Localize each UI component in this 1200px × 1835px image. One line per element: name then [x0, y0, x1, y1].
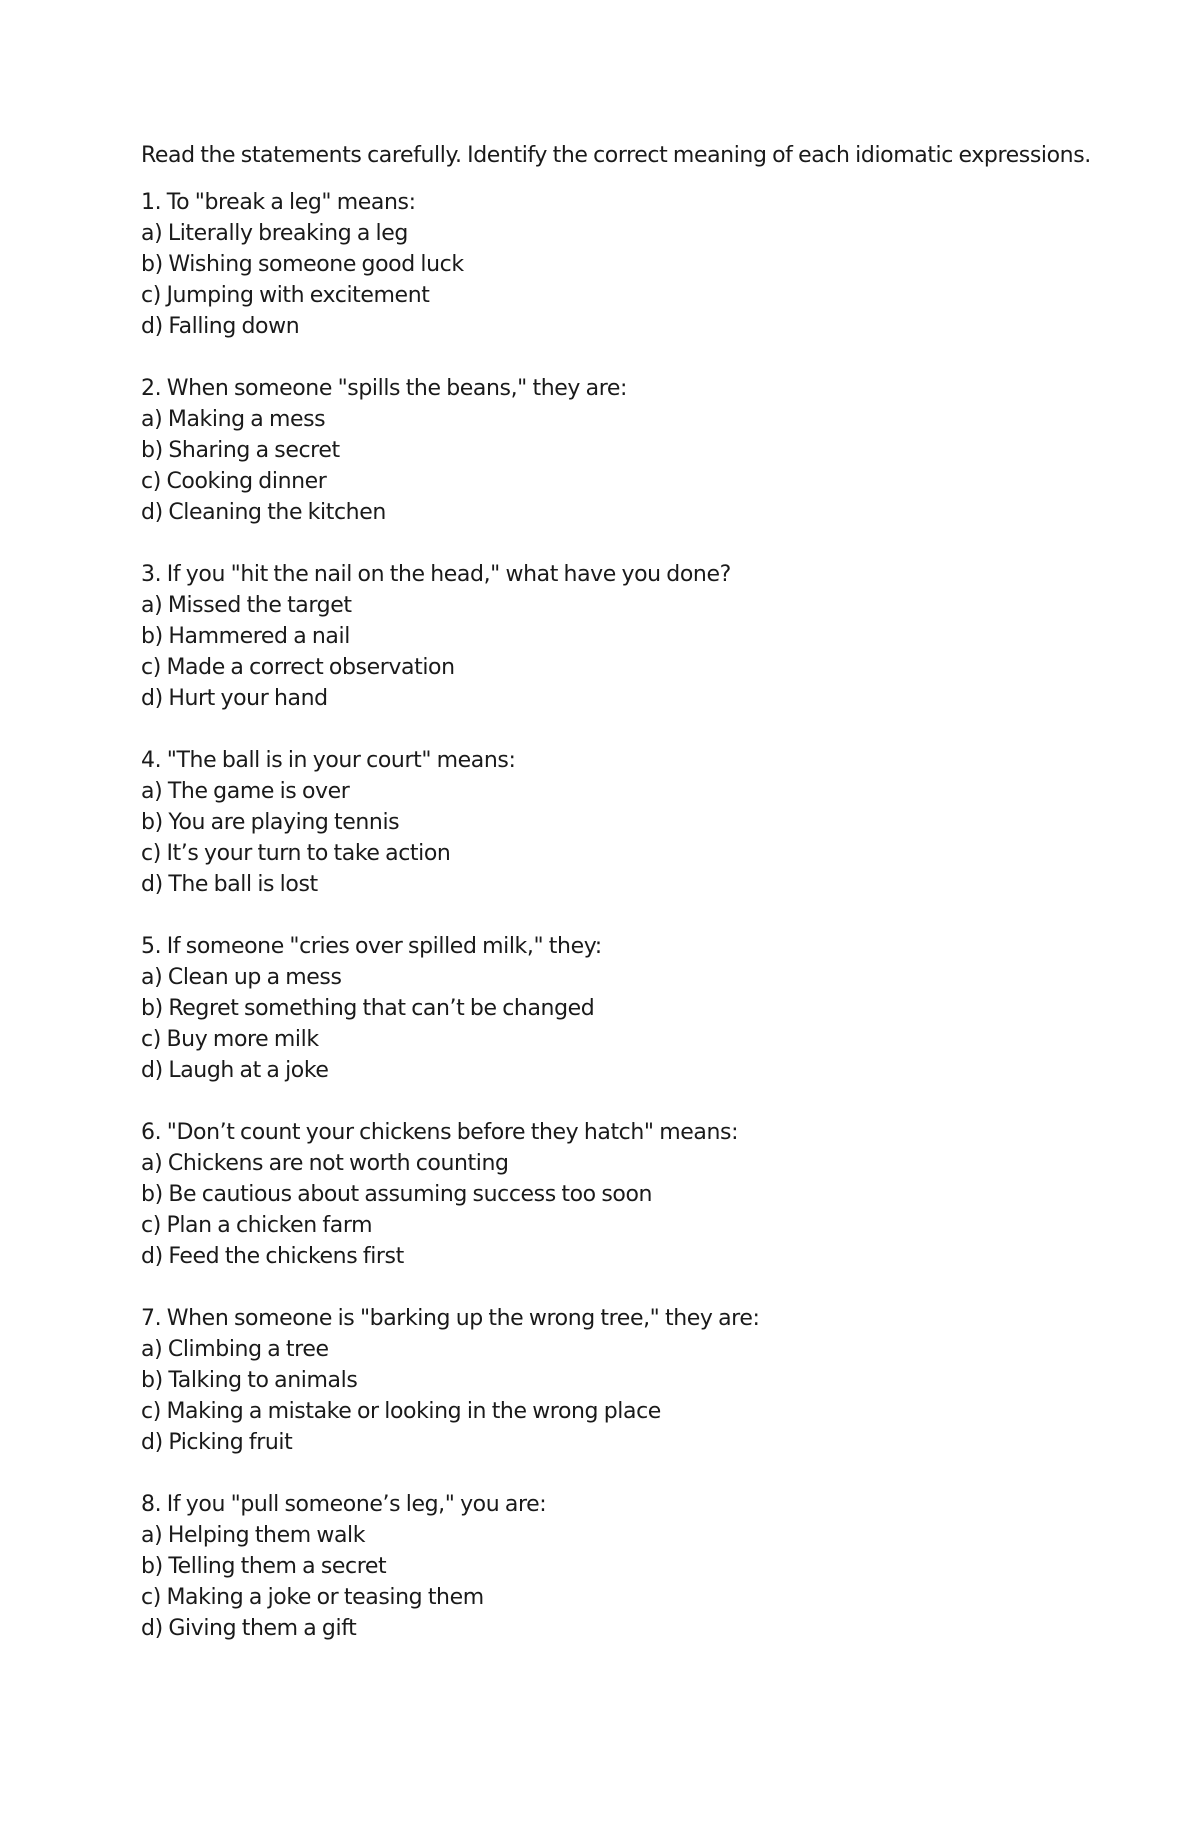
answer-option: a) Climbing a tree: [141, 1337, 329, 1362]
answer-option: b) Telling them a secret: [141, 1554, 387, 1579]
question-1: [141, 187, 1101, 342]
answer-option: b) You are playing tennis: [141, 810, 400, 835]
answer-option: a) Making a mess: [141, 407, 326, 432]
answer-option: d) Falling down: [141, 314, 300, 339]
answer-option: c) It’s your turn to take action: [141, 841, 451, 866]
answer-option: b) Regret something that can’t be changed: [141, 996, 595, 1021]
question-4: [141, 745, 1101, 900]
question-5: [141, 931, 1101, 1086]
question-prompt: 4. "The ball is in your court" means:: [141, 748, 516, 773]
answer-option: c) Jumping with excitement: [141, 283, 430, 308]
question-7: [141, 1303, 1101, 1458]
answer-option: a) Literally breaking a leg: [141, 221, 408, 246]
answer-option: b) Wishing someone good luck: [141, 252, 464, 277]
question-prompt: 3. If you "hit the nail on the head," what have you done?: [141, 562, 731, 587]
question-8: [141, 1489, 1101, 1644]
answer-option: d) Feed the chickens first: [141, 1244, 404, 1269]
answer-option: a) Clean up a mess: [141, 965, 342, 990]
question-list: [141, 187, 1101, 1644]
answer-option: c) Making a mistake or looking in the wrong place: [141, 1399, 661, 1424]
question-6: [141, 1117, 1101, 1272]
question-prompt: 1. To "break a leg" means:: [141, 190, 416, 215]
answer-option: c) Made a correct observation: [141, 655, 455, 680]
answer-option: b) Talking to animals: [141, 1368, 358, 1393]
answer-option: a) Chickens are not worth counting: [141, 1151, 509, 1176]
answer-option: b) Sharing a secret: [141, 438, 340, 463]
answer-option: d) Laugh at a joke: [141, 1058, 329, 1083]
answer-option: a) Missed the target: [141, 593, 352, 618]
answer-option: d) Picking fruit: [141, 1430, 293, 1455]
answer-option: d) Giving them a gift: [141, 1616, 357, 1641]
answer-option: a) Helping them walk: [141, 1523, 366, 1548]
question-prompt: 5. If someone "cries over spilled milk," they:: [141, 934, 602, 959]
question-3: [141, 559, 1101, 714]
answer-option: c) Plan a chicken farm: [141, 1213, 373, 1238]
question-prompt: 6. "Don’t count your chickens before they hatch" means:: [141, 1120, 739, 1145]
question-prompt: 8. If you "pull someone’s leg," you are:: [141, 1492, 547, 1517]
answer-option: c) Making a joke or teasing them: [141, 1585, 484, 1610]
question-prompt: 2. When someone "spills the beans," they are:: [141, 376, 628, 401]
answer-option: c) Cooking dinner: [141, 469, 327, 494]
answer-option: d) Hurt your hand: [141, 686, 328, 711]
answer-option: b) Hammered a nail: [141, 624, 350, 649]
document-page: [141, 140, 1101, 1675]
question-prompt: 7. When someone is "barking up the wrong tree," they are:: [141, 1306, 760, 1331]
question-2: [141, 373, 1101, 528]
instructions-text: Read the statements carefully. Identify the correct meaning of each idiomatic expressions.: [141, 143, 1091, 168]
answer-option: d) Cleaning the kitchen: [141, 500, 386, 525]
answer-option: a) The game is over: [141, 779, 350, 804]
answer-option: b) Be cautious about assuming success too soon: [141, 1182, 653, 1207]
answer-option: c) Buy more milk: [141, 1027, 319, 1052]
answer-option: d) The ball is lost: [141, 872, 318, 897]
